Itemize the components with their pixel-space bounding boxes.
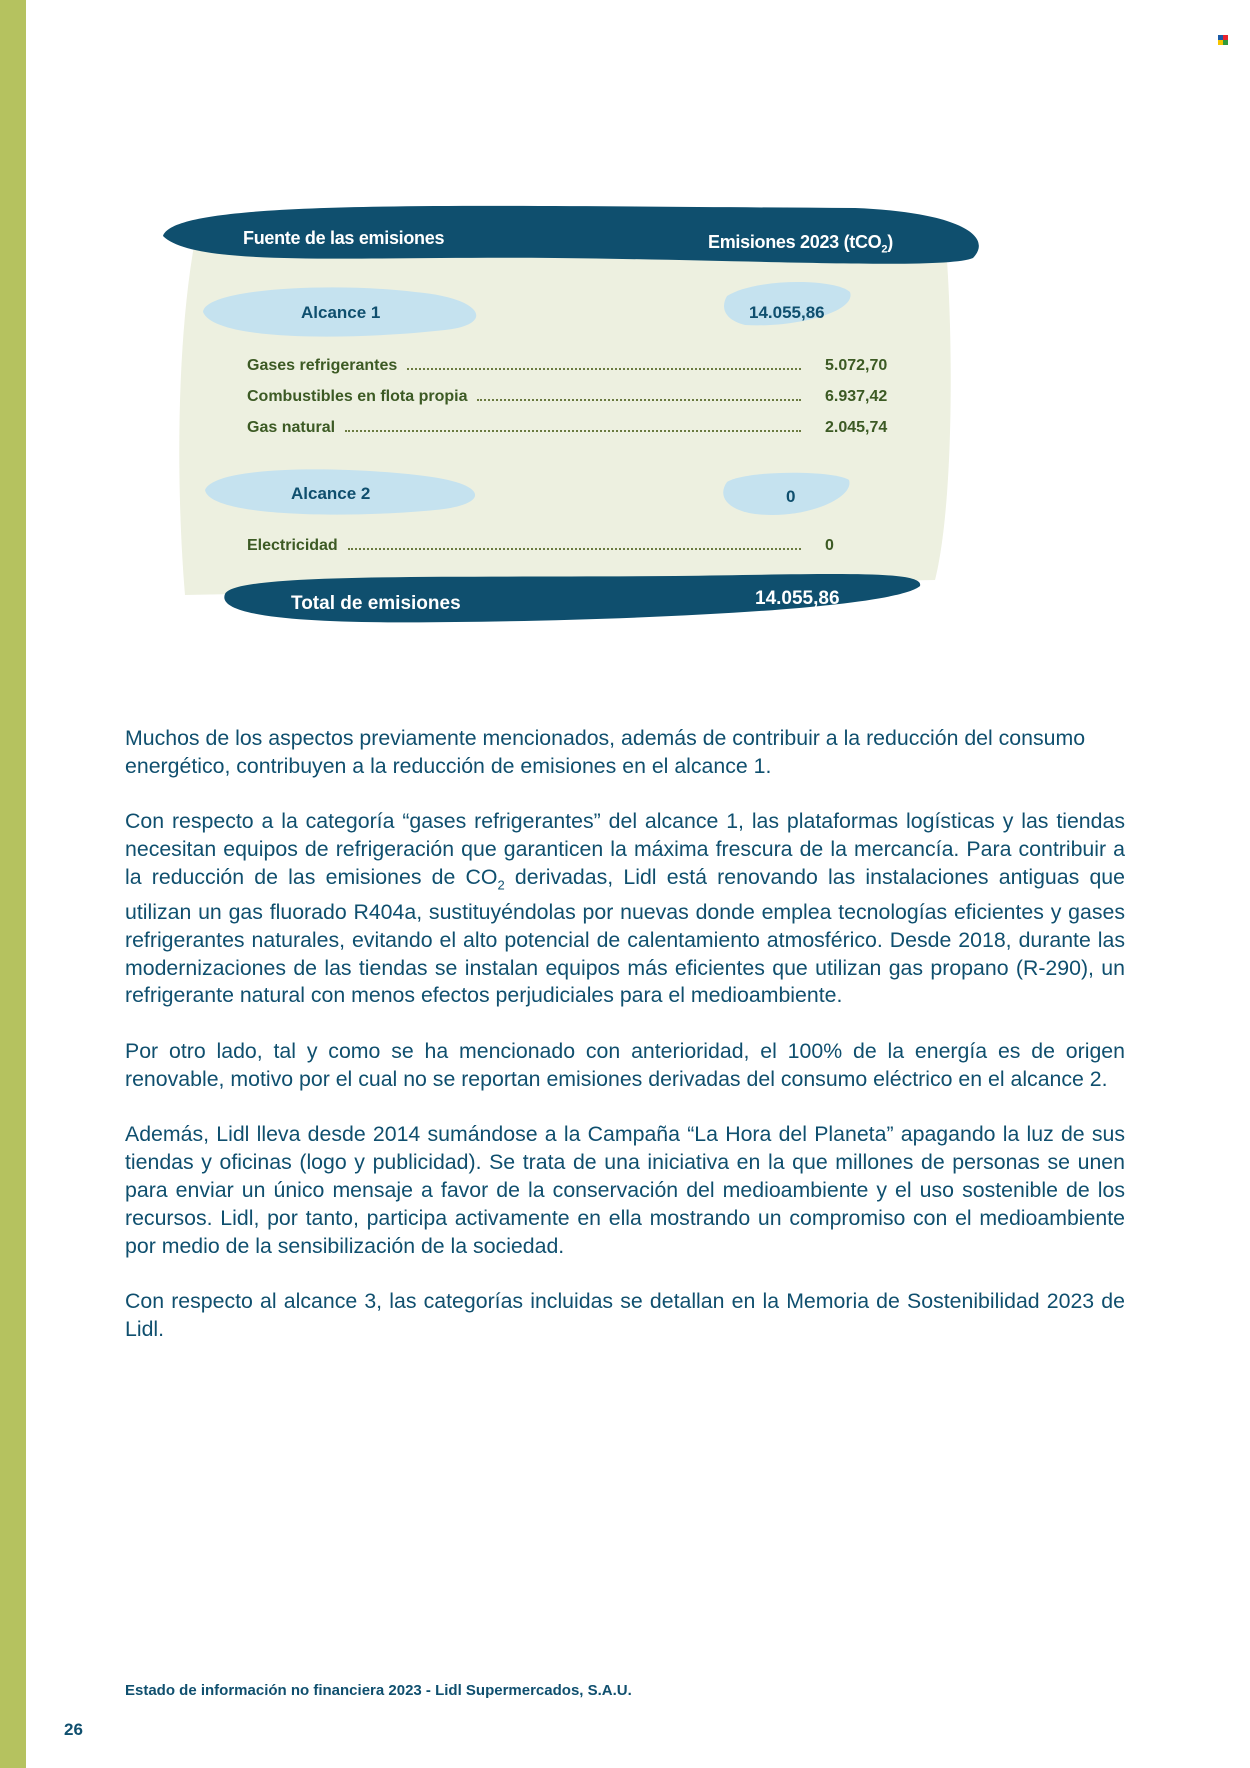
body-text xyxy=(125,725,1125,1372)
header-source: Fuente de las emisiones xyxy=(243,228,445,248)
total-label: Total de emisiones xyxy=(291,593,461,614)
scope2-value: 0 xyxy=(786,487,796,506)
lidl-logo-icon xyxy=(1218,35,1228,45)
table-row: Electricidad 0 xyxy=(247,537,834,554)
scope1-label: Alcance 1 xyxy=(301,303,381,322)
table-row: Combustibles en flota propia 6.937,42 xyxy=(247,388,888,405)
page-number: 26 xyxy=(64,1720,83,1739)
emissions-table xyxy=(155,200,995,650)
scope2-label: Alcance 2 xyxy=(291,484,371,503)
side-accent-bar xyxy=(0,0,26,1768)
footer-title: Estado de información no financiera 2023 - Lidl Supermercados, S.A.U. xyxy=(125,1682,632,1699)
scope1-value: 14.055,86 xyxy=(749,303,825,322)
header-emissions: Emisiones 2023 (tCO$_2$) xyxy=(708,232,893,256)
table-row: Gas natural 2.045,74 xyxy=(247,419,888,436)
paragraph-5: Con respecto al alcance 3, las categorías incluidas se detallan en la Memoria de Sostenibilidad 2023 de Lidl. xyxy=(125,1289,1125,1341)
total-value: 14.055,86 xyxy=(755,588,840,609)
paragraph-3: Por otro lado, tal y como se ha mencionado con anterioridad, el 100% de la energía es de origen renovable, motivo por el cual no se reportan emisiones derivadas del consumo eléctrico en el alcance 2. xyxy=(125,1039,1125,1091)
paragraph-4: Además, Lidl lleva desde 2014 sumándose a la Campaña “La Hora del Planeta” apagando la luz de sus tiendas y oficinas (logo y publicidad). Se trata de una iniciativa en la que millones de personas se unen para enviar un único mensaje a favor de la conservación del medioambiente y el uso sostenible de los recursos. Lidl, por tanto, participa activamente en ella mostrando un compromiso con el medioambiente por medio de la sensibilización de la sociedad. xyxy=(125,1122,1125,1258)
paragraph-1: Muchos de los aspectos previamente mencionados, además de contribuir a la reducción del consumo energético, contribuyen a la reducción de emisiones en el alcance 1. xyxy=(125,726,1086,778)
table-row: Gases refrigerantes 5.072,70 xyxy=(247,357,888,374)
paragraph-2: Con respecto a la categoría “gases refrigerantes” del alcance 1, las plataformas logísticas y las tiendas necesitan equipos de refrigeración que garanticen la máxima frescura de la mercancía. Para contribuir a la reducción de las emisiones de $CO_2$ derivadas, Lidl está renovando las instalaciones antiguas que utilizan un gas fluorado R404a, sustituyéndolas por nuevas donde emplea tecnologías eficientes y gases refrigerantes naturales, evitando el alto potencial de calentamiento atmosférico. Desde 2018, durante las modernizaciones de las tiendas se instalan equipos más eficientes que utilizan gas propano (R-290), un refrigerante natural con menos efectos perjudiciales para el medioambiente. xyxy=(125,809,1125,1008)
